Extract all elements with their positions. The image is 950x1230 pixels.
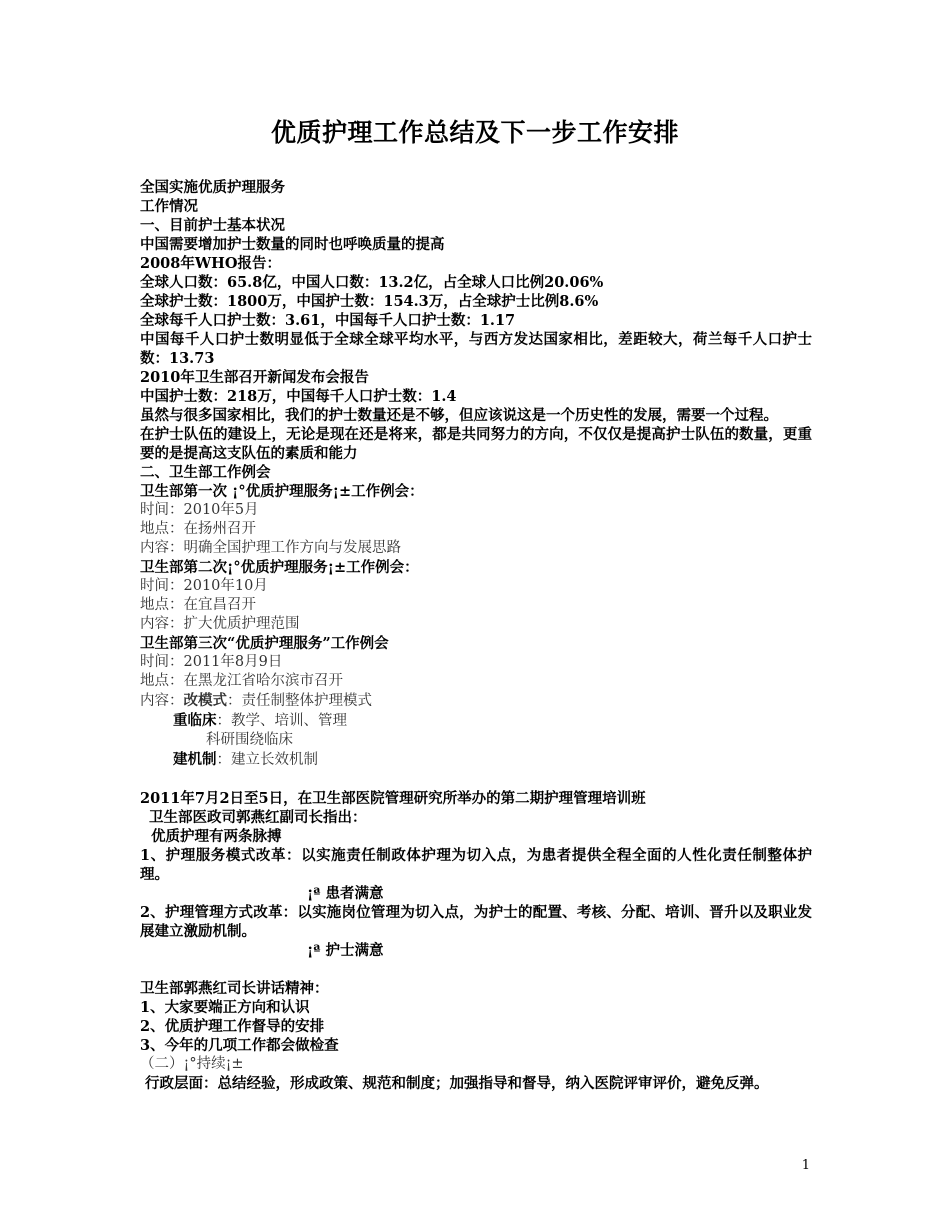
line-2010-report: 2010年卫生部召开新闻发布会报告 xyxy=(140,369,369,386)
reform-mode-label: 改模式 xyxy=(183,692,227,709)
meeting-2-place: 地点：在宜昌召开 xyxy=(140,597,256,613)
meeting-3-time: 时间：2011年8月9日 xyxy=(140,654,283,670)
item-management-reform: 2、护理管理方式改革：以实施岗位管理为切入点，为护士的配置、考核、分配、培训、晋升以及职业发展建立激励机制。 xyxy=(140,904,812,940)
meeting-3-clinical xyxy=(140,711,812,731)
speech-item-3: 3、今年的几项工作都会做检查 xyxy=(140,1037,339,1054)
line-gap-comparison: 中国每千人口护士数明显低于全球全球平均水平，与西方发达国家相比，差距较大，荷兰每千人口护士数：13.73 xyxy=(140,331,812,367)
meeting-3-research: 科研围绕临床 xyxy=(206,732,293,748)
meeting-3-content xyxy=(140,691,812,711)
section-sustain: （二）¡°持续¡± xyxy=(140,1056,244,1072)
clinical-label: 重临床 xyxy=(173,712,217,729)
content-label: 内容： xyxy=(140,693,184,709)
meeting-1-title: 卫生部第一次 ¡°优质护理服务¡±工作例会： xyxy=(140,483,424,500)
speech-item-1: 1、大家要端正方向和认识 xyxy=(140,999,310,1016)
line-team-building: 在护士队伍的建设上，无论是现在还是将来，都是共同努力的方向，不仅仅是提高护士队伍的数量，更重要的是提高这支队伍的素质和能力 xyxy=(140,426,812,462)
meeting-2-title: 卫生部第二次¡°优质护理服务¡±工作例会： xyxy=(140,559,419,576)
meeting-1-time: 时间：2010年5月 xyxy=(140,502,259,518)
item-service-reform: 1、护理服务模式改革：以实施责任制政体护理为切入点，为患者提供全程全面的人性化责任制整体护理。 xyxy=(140,847,812,883)
line-work-status: 工作情况 xyxy=(140,198,198,215)
meeting-3-title: 卫生部第三次“优质护理服务”工作例会 xyxy=(140,635,389,652)
mechanism-text: ：建立长效机制 xyxy=(216,752,318,768)
line-china-nurses: 中国护士数：218万，中国每千人口护士数：1.4 xyxy=(140,388,457,405)
line-two-pulses: 优质护理有两条脉搏 xyxy=(151,828,282,845)
line-training-class: 2011年7月2日至5日，在卫生部医院管理研究所举办的第二期护理管理培训班 xyxy=(140,790,646,807)
page-title: 优质护理工作总结及下一步工作安排 xyxy=(270,118,679,147)
line-administrative: 行政层面：总结经验，形成政策、规范和制度；加强指导和督导，纳入医院评审评价，避免反弹。 xyxy=(145,1075,769,1092)
blank-line xyxy=(140,960,812,979)
line-population: 全球人口数：65.8亿，中国人口数：13.2亿，占全球人口比例20.06% xyxy=(140,274,604,291)
meeting-3-mechanism xyxy=(140,750,812,770)
document-body xyxy=(140,178,812,1093)
reform-mode-text: ：责任制整体护理模式 xyxy=(227,693,372,709)
blank-line xyxy=(140,770,812,789)
line-nurse-count: 全球护士数：1800万，中国护士数：154.3万，占全球护士比例8.6% xyxy=(140,293,599,310)
meeting-3-place: 地点：在黑龙江省哈尔滨市召开 xyxy=(140,673,343,689)
line-deputy-director: 卫生部医政司郭燕红副司长指出： xyxy=(149,809,367,826)
line-national-service: 全国实施优质护理服务 xyxy=(140,179,285,196)
page-number: 1 xyxy=(801,1158,810,1173)
line-historic-development: 虽然与很多国家相比，我们的护士数量还是不够，但应该说这是一个历史性的发展，需要一个过程。 xyxy=(140,407,778,424)
patient-satisfaction: ¡ª 患者满意 xyxy=(307,885,384,902)
heading-nurse-status: 一、目前护士基本状况 xyxy=(140,217,285,234)
meeting-2-content: 内容：扩大优质护理范围 xyxy=(140,616,300,632)
speech-item-2: 2、优质护理工作督导的安排 xyxy=(140,1018,325,1035)
meeting-1-place: 地点：在扬州召开 xyxy=(140,521,256,537)
clinical-text: ：教学、培训、管理 xyxy=(216,713,347,729)
line-per-thousand: 全球每千人口护士数：3.61，中国每千人口护士数：1.17 xyxy=(140,312,516,329)
nurse-satisfaction: ¡ª 护士满意 xyxy=(307,942,384,959)
mechanism-label: 建机制 xyxy=(173,751,217,768)
line-quantity-quality: 中国需要增加护士数量的同时也呼唤质量的提高 xyxy=(140,236,445,253)
line-who-report: 2008年WHO报告： xyxy=(140,255,281,272)
line-speech-spirit: 卫生部郭燕红司长讲话精神： xyxy=(140,980,329,997)
meeting-2-time: 时间：2010年10月 xyxy=(140,578,268,594)
meeting-1-content: 内容：明确全国护理工作方向与发展思路 xyxy=(140,540,401,556)
heading-work-meetings: 二、卫生部工作例会 xyxy=(140,464,271,481)
